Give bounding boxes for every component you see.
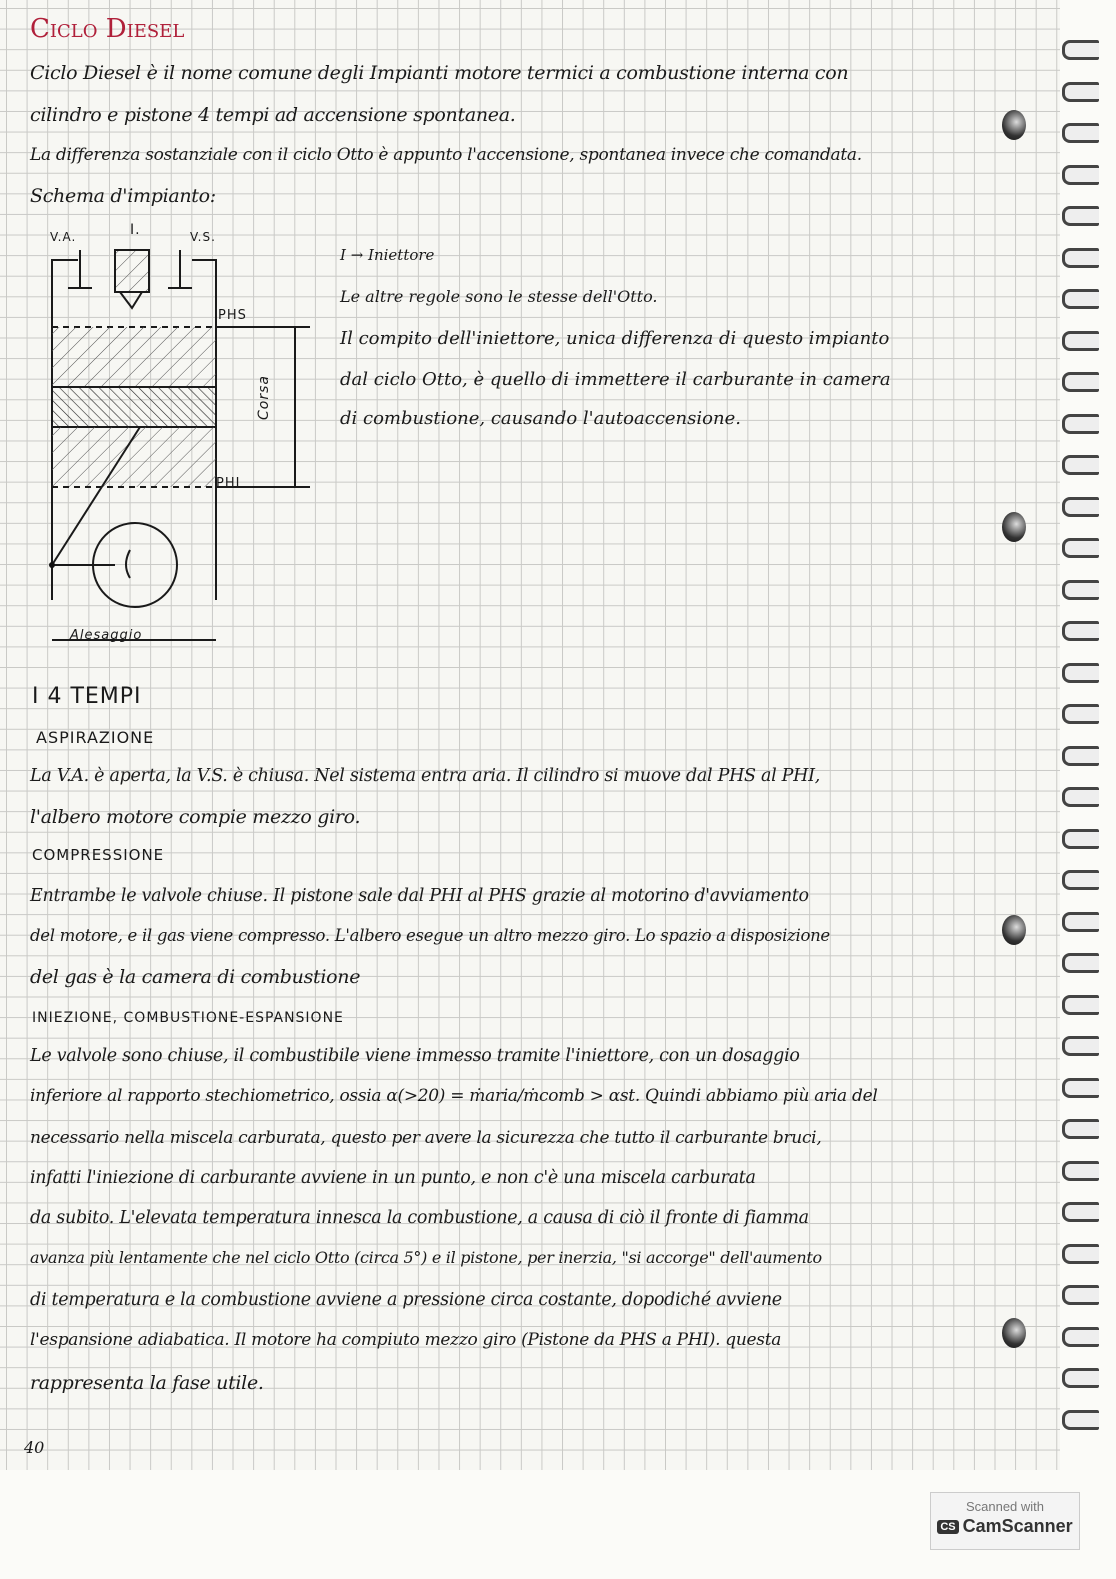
spiral-ring	[1062, 123, 1099, 143]
side-note: I → Iniettore	[340, 246, 435, 264]
punch-hole	[1002, 110, 1026, 140]
spiral-ring	[1062, 995, 1099, 1015]
phase-line: Entrambe le valvole chiuse. Il pistone sale dal PHI al PHS grazie al motorino d'avviamento	[30, 886, 809, 906]
spiral-ring	[1062, 1410, 1099, 1430]
side-note: Il compito dell'iniettore, unica differenza di questo impianto	[340, 328, 890, 349]
spiral-ring	[1062, 953, 1099, 973]
label-phs: PHS	[218, 308, 247, 323]
side-note: dal ciclo Otto, è quello di immettere il carburante in camera	[340, 369, 891, 390]
intro-line: Ciclo Diesel è il nome comune degli Impianti motore termici a combustione interna con	[30, 62, 849, 84]
spiral-ring	[1062, 206, 1099, 226]
label-intake-valve: V.A.	[50, 230, 77, 244]
phase-line: La V.A. è aperta, la V.S. è chiusa. Nel sistema entra aria. Il cilindro si muove dal PHS al PHI,	[30, 766, 820, 786]
spiral-ring	[1062, 704, 1099, 724]
spiral-ring	[1062, 1327, 1099, 1347]
spiral-ring	[1062, 1202, 1099, 1222]
intro-line: Schema d'impianto:	[30, 185, 216, 207]
spiral-ring	[1062, 621, 1099, 641]
phase-line: necessario nella miscela carburata, questo per avere la sicurezza che tutto il carburante bruci,	[30, 1128, 822, 1148]
phase-line: l'espansione adiabatica. Il motore ha compiuto mezzo giro (Pistone da PHS a PHI). questa	[30, 1330, 782, 1350]
punch-hole	[1002, 512, 1026, 542]
spiral-ring	[1062, 289, 1099, 309]
spiral-ring	[1062, 538, 1099, 558]
spiral-ring	[1062, 1244, 1099, 1264]
spiral-ring	[1062, 870, 1099, 890]
punch-hole	[1002, 1318, 1026, 1348]
label-stroke: Corsa	[256, 375, 272, 420]
intro-line: cilindro e pistone 4 tempi ad accensione spontanea.	[30, 104, 516, 126]
phase-line: inferiore al rapporto stechiometrico, ossia α(>20) = ṁaria/ṁcomb > αst. Quindi abbiamo più aria del	[30, 1086, 878, 1106]
spiral-ring	[1062, 372, 1099, 392]
intro-line: La differenza sostanziale con il ciclo Otto è appunto l'accensione, spontanea invece che comandata.	[30, 145, 862, 165]
page-title: Ciclo Diesel	[30, 14, 185, 44]
spiral-ring	[1062, 82, 1099, 102]
spiral-ring	[1062, 912, 1099, 932]
phase-line: da subito. L'elevata temperatura innesca la combustione, a causa di ciò il fronte di fiamma	[30, 1208, 809, 1228]
spiral-ring	[1062, 746, 1099, 766]
badge-brand-name: CamScanner	[962, 1516, 1073, 1536]
spiral-ring	[1062, 165, 1099, 185]
phase-line: Le valvole sono chiuse, il combustibile viene immesso tramite l'iniettore, con un dosaggio	[30, 1046, 800, 1066]
label-exhaust-valve: V.S.	[190, 230, 216, 244]
section-title: I 4 TEMPI	[32, 684, 142, 709]
badge-caption: Scanned with	[965, 1499, 1045, 1514]
spiral-ring	[1062, 331, 1099, 351]
side-note: di combustione, causando l'autoaccensione.	[340, 408, 741, 429]
spiral-ring	[1062, 1368, 1099, 1388]
spiral-ring	[1062, 497, 1099, 517]
spiral-ring	[1062, 248, 1099, 268]
spiral-ring	[1062, 414, 1099, 434]
badge-brand	[931, 1516, 1079, 1537]
camscanner-badge	[930, 1492, 1080, 1550]
spiral-ring	[1062, 787, 1099, 807]
camscanner-logo-icon: CS	[937, 1520, 958, 1534]
side-note: Le altre regole sono le stesse dell'Otto.	[340, 287, 658, 306]
label-phi: PHI	[216, 476, 241, 491]
spiral-ring	[1062, 829, 1099, 849]
spiral-ring	[1062, 40, 1099, 60]
page-number: 40	[24, 1438, 45, 1457]
spiral-ring	[1062, 663, 1099, 683]
phase-line: rappresenta la fase utile.	[30, 1372, 264, 1394]
spiral-ring	[1062, 1161, 1099, 1181]
spiral-ring	[1062, 1285, 1099, 1305]
phase-line: del motore, e il gas viene compresso. L'albero esegue un altro mezzo giro. Lo spazio a disposizione	[30, 926, 830, 945]
label-bore: Alesaggio	[70, 628, 143, 643]
spiral-ring	[1062, 455, 1099, 475]
spiral-ring	[1062, 580, 1099, 600]
punch-hole	[1002, 915, 1026, 945]
engine-schematic	[30, 220, 330, 660]
phase-heading: INIEZIONE, COMBUSTIONE-ESPANSIONE	[32, 1010, 344, 1026]
phase-line: avanza più lentamente che nel ciclo Otto (circa 5°) e il pistone, per inerzia, "si accorge" dell'aumento	[30, 1248, 822, 1267]
phase-heading: ASPIRAZIONE	[36, 728, 155, 747]
spiral-ring	[1062, 1119, 1099, 1139]
spiral-ring	[1062, 1036, 1099, 1056]
phase-heading: COMPRESSIONE	[32, 846, 165, 864]
phase-line: l'albero motore compie mezzo giro.	[30, 806, 361, 828]
spiral-ring	[1062, 1078, 1099, 1098]
label-injector: I.	[130, 222, 141, 238]
phase-line: infatti l'iniezione di carburante avviene in un punto, e non c'è una miscela carburata	[30, 1168, 756, 1188]
phase-line: del gas è la camera di combustione	[30, 966, 361, 988]
phase-line: di temperatura e la combustione avviene a pressione circa costante, dopodiché avviene	[30, 1290, 782, 1310]
